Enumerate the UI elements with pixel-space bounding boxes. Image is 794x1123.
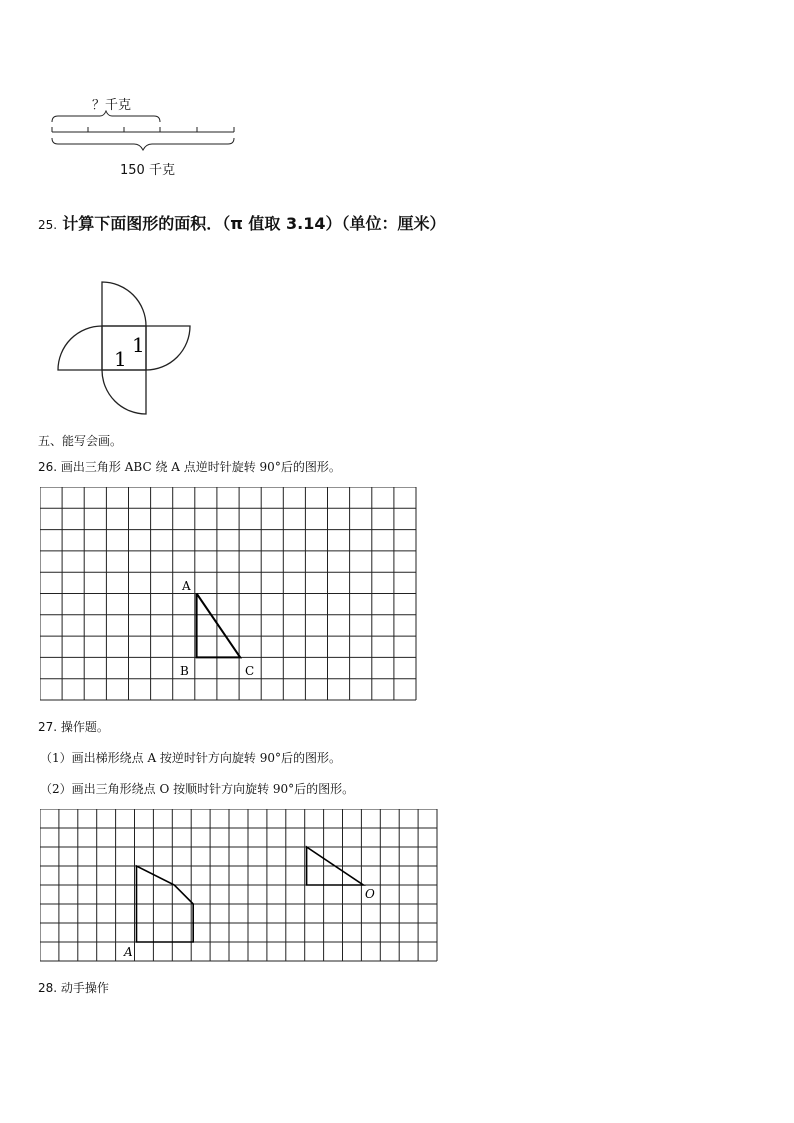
q25-number: 25. <box>38 218 58 232</box>
q28-text: 动手操作 <box>60 981 109 995</box>
q27-heading <box>38 718 109 735</box>
q25-text: 计算下面图形的面积．（π 值取 3.14）（单位：厘米） <box>62 214 446 233</box>
point-b-label: B <box>180 664 189 678</box>
pinwheel-figure <box>54 280 194 416</box>
side-label-1: 1 <box>114 347 127 371</box>
upper-brace <box>52 111 160 122</box>
grid-q27 <box>40 809 440 964</box>
side-label-1-right: 1 <box>132 333 145 357</box>
grid-lines-q27 <box>40 809 437 961</box>
q27-sub2: （2）画出三角形绕点 O 按顺时针方向旋转 90°后的图形。 <box>40 782 355 796</box>
grid-q26 <box>40 487 420 705</box>
weight-question-label: ？千克 <box>92 98 132 113</box>
q26-text: 画出三角形 ABC 绕 A 点逆时针旋转 90°后的图形。 <box>60 460 341 474</box>
section-5-title: 五、能写会画。 <box>38 434 123 448</box>
q27-text: 操作题。 <box>60 720 109 734</box>
point-c-label: C <box>245 664 255 678</box>
bracket-diagram <box>48 110 238 155</box>
triangle-abc <box>197 594 241 658</box>
grid-lines-q26 <box>40 487 416 700</box>
point-a-label-q27: A <box>124 945 133 959</box>
total-weight-label: 150 千克 <box>120 163 175 178</box>
q26-heading <box>38 458 341 475</box>
q26-number: 26. <box>38 460 58 474</box>
point-a-label: A <box>182 579 191 593</box>
q28-number: 28. <box>38 981 58 995</box>
q28-heading <box>38 979 109 996</box>
q25-heading <box>38 211 445 234</box>
bottom-quarter-circle <box>102 370 146 414</box>
right-quarter-circle <box>146 326 190 370</box>
left-quarter-circle <box>58 326 102 370</box>
q27-number: 27. <box>38 720 58 734</box>
top-quarter-circle <box>102 282 146 326</box>
q27-sub1: （1）画出梯形绕点 A 按逆时针方向旋转 90°后的图形。 <box>40 751 342 765</box>
lower-brace <box>52 138 234 150</box>
point-o-label: O <box>365 887 375 901</box>
